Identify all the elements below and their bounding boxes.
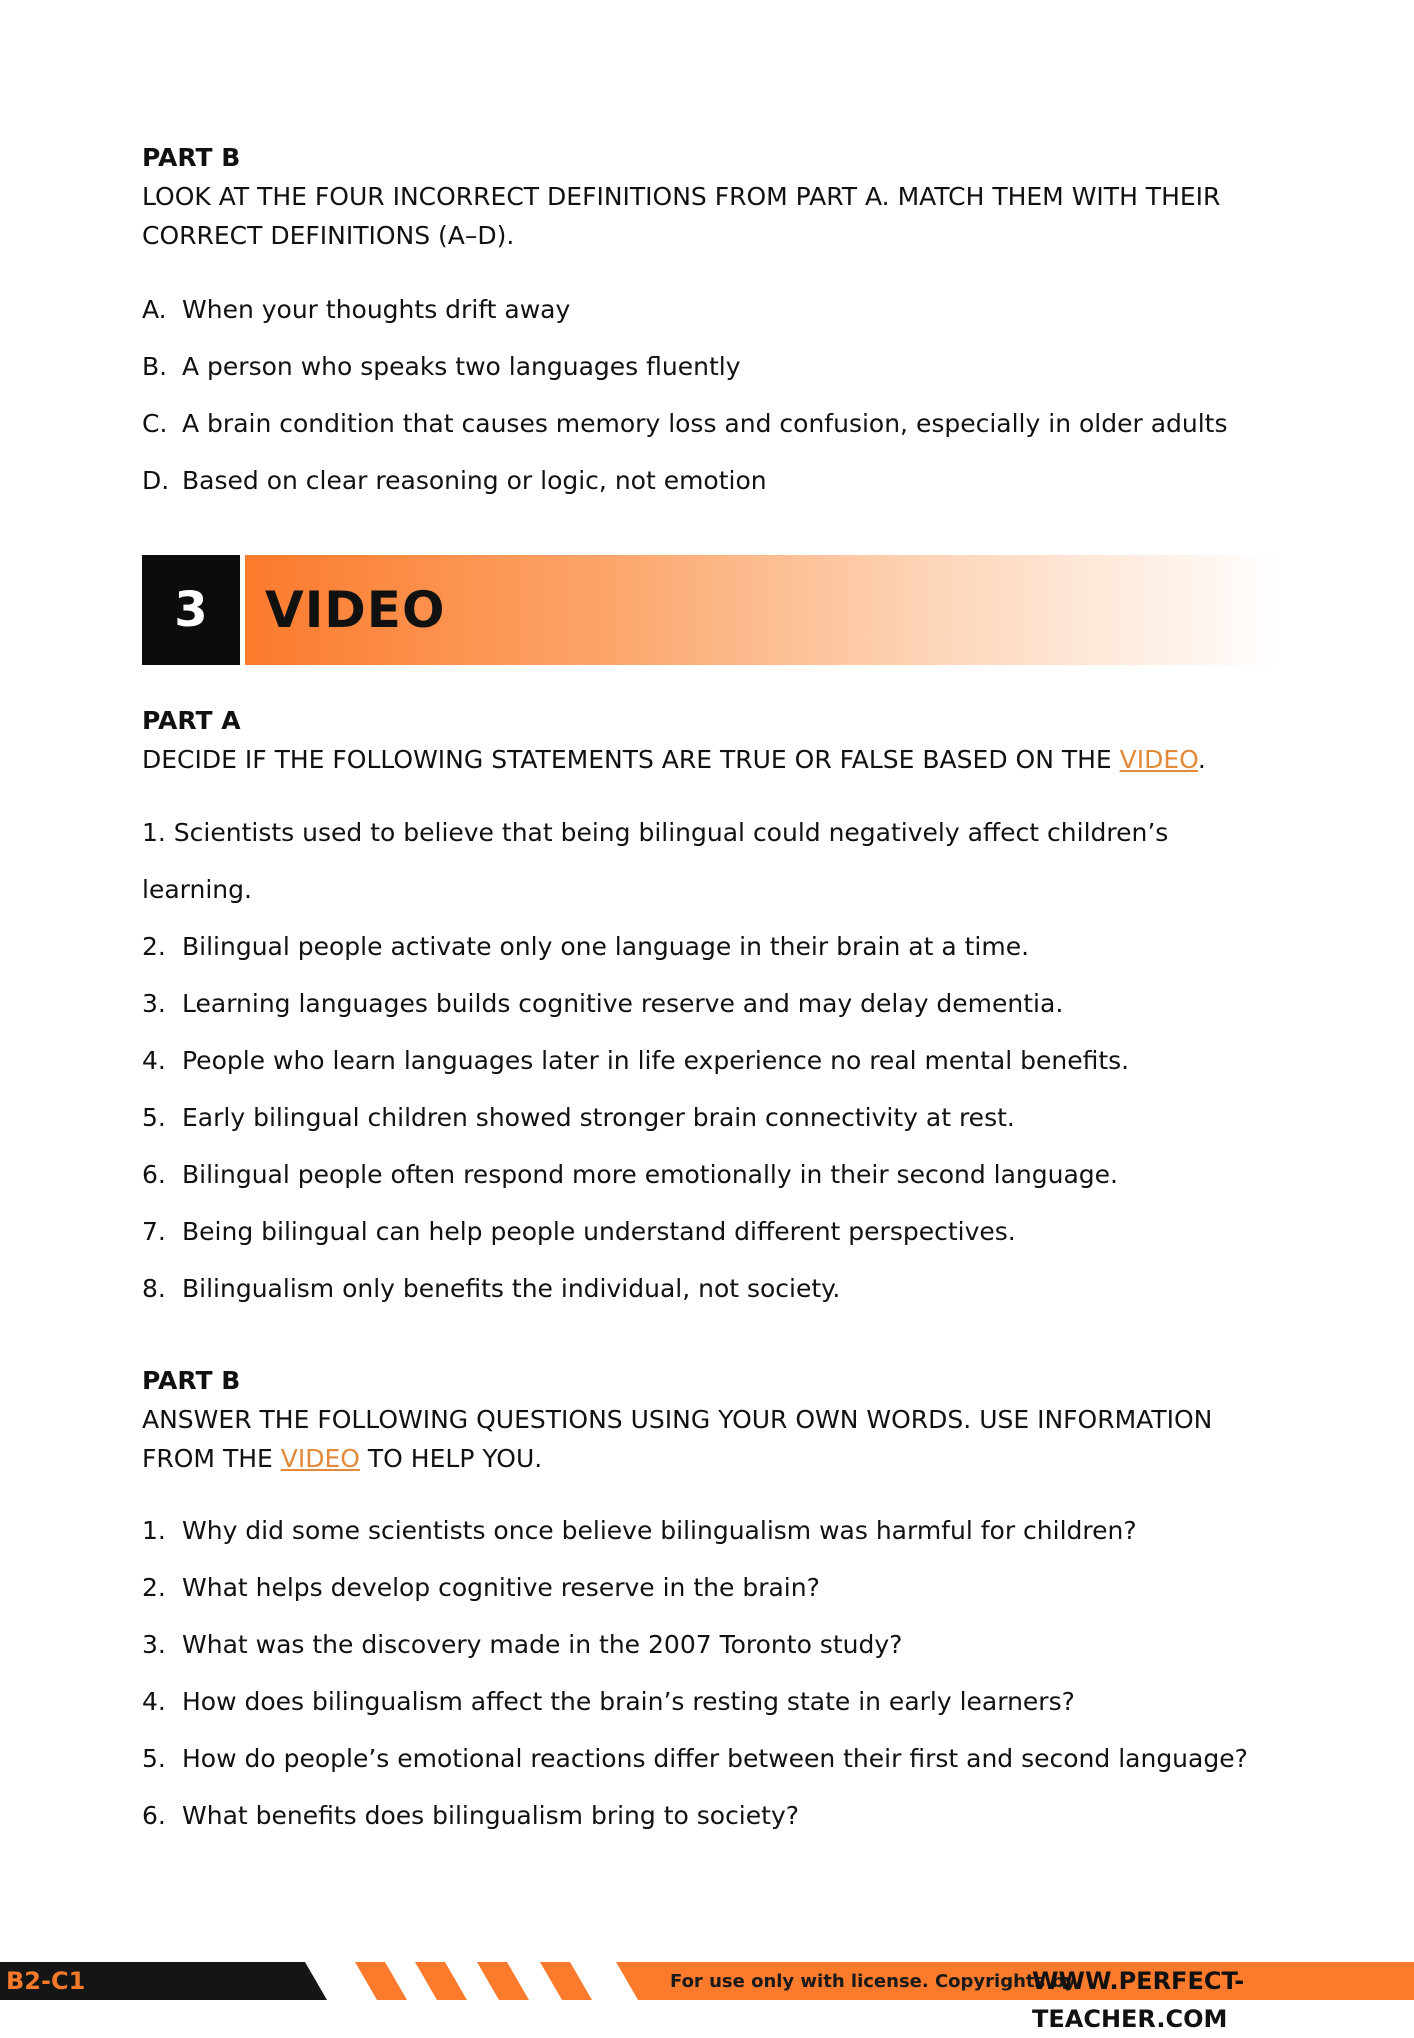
item-text: Bilingualism only benefits the individual, not society. <box>182 1274 841 1303</box>
item-label: D. <box>142 466 170 495</box>
item-text: What benefits does bilingualism bring to society? <box>182 1801 800 1830</box>
footer-license-note: For use only with license. Copyrights by <box>670 1971 1077 1992</box>
list-item <box>142 931 1029 963</box>
list-item <box>142 294 570 326</box>
item-label: C. <box>142 409 168 438</box>
footer <box>0 1962 1414 2033</box>
item-label: 8. <box>142 1274 166 1303</box>
item-text: How do people’s emotional reactions differ between their first and second language? <box>182 1744 1248 1773</box>
item-label: B. <box>142 352 168 381</box>
item-label: 2. <box>142 932 166 961</box>
item-text: Learning languages builds cognitive reserve and may delay dementia. <box>182 989 1064 1018</box>
list-item <box>142 1629 902 1661</box>
item-text: Being bilingual can help people understand different perspectives. <box>182 1217 1016 1246</box>
item-label: A. <box>142 295 167 324</box>
instruction-text: DECIDE IF THE FOLLOWING STATEMENTS ARE TRUE OR FALSE BASED ON THE <box>142 745 1120 774</box>
item-text: Early bilingual children showed stronger brain connectivity at rest. <box>182 1103 1015 1132</box>
section-title-bar <box>245 555 1282 665</box>
list-item <box>142 1045 1129 1077</box>
item-label: 3. <box>142 989 166 1018</box>
item-text: People who learn languages later in life experience no real mental benefits. <box>182 1046 1130 1075</box>
item-label: 6. <box>142 1801 166 1830</box>
part-a-instruction <box>142 740 1282 779</box>
section-number: 3 <box>142 555 240 665</box>
part-b-top-title: PART B <box>142 143 241 172</box>
part-b-instruction-line2 <box>142 1439 1282 1478</box>
list-item <box>142 408 1228 440</box>
footer-website[interactable]: WWW.PERFECT-TEACHER.COM <box>1032 1967 1245 2033</box>
part-b-title: PART B <box>142 1366 241 1395</box>
item-text: Why did some scientists once believe bilingualism was harmful for children? <box>182 1516 1137 1545</box>
list-item <box>142 465 767 497</box>
item-label: 5. <box>142 1103 166 1132</box>
footer-stripe <box>477 1962 529 2000</box>
list-item <box>142 1515 1137 1547</box>
list-item <box>142 988 1063 1020</box>
item-label: 4. <box>142 1687 166 1716</box>
section-header <box>142 555 1282 665</box>
list-item <box>142 1572 820 1604</box>
video-link[interactable]: VIDEO <box>280 1444 360 1473</box>
list-item <box>142 1159 1118 1191</box>
item-text: A brain condition that causes memory loss and confusion, especially in older adults <box>182 409 1228 438</box>
item-label: 1. <box>142 1516 166 1545</box>
video-link[interactable]: VIDEO <box>1119 745 1198 774</box>
item-text: A person who speaks two languages fluently <box>182 352 741 381</box>
item-text: Bilingual people activate only one language in their brain at a time. <box>182 932 1030 961</box>
part-b-top-instruction: LOOK AT THE FOUR INCORRECT DEFINITIONS FROM PART A. MATCH THEM WITH THEIR CORRECT DEFINITIONS (A–D). <box>142 182 1221 250</box>
list-item <box>142 1273 840 1305</box>
list-item-continuation: learning. <box>142 875 252 904</box>
item-text: Based on clear reasoning or logic, not emotion <box>182 466 767 495</box>
list-item <box>142 1216 1016 1248</box>
section-title: VIDEO <box>265 581 446 639</box>
item-text: What was the discovery made in the 2007 Toronto study? <box>182 1630 903 1659</box>
footer-stripe <box>415 1962 467 2000</box>
list-item <box>142 1800 799 1832</box>
list-item <box>142 1102 1015 1134</box>
item-label: 7. <box>142 1217 166 1246</box>
item-text: Bilingual people often respond more emotionally in their second language. <box>182 1160 1118 1189</box>
part-a-title: PART A <box>142 706 241 735</box>
item-label: 4. <box>142 1046 166 1075</box>
item-text: When your thoughts drift away <box>182 295 571 324</box>
instruction-text-end: TO HELP YOU. <box>359 1444 543 1473</box>
item-label: 3. <box>142 1630 166 1659</box>
list-item: 1. Scientists used to believe that being bilingual could negatively affect children’s <box>142 818 1169 847</box>
item-label: 2. <box>142 1573 166 1602</box>
list-item <box>142 1686 1075 1718</box>
instruction-text: FROM THE <box>142 1444 281 1473</box>
footer-stripe <box>540 1962 592 2000</box>
part-b-instruction-line1: ANSWER THE FOLLOWING QUESTIONS USING YOUR OWN WORDS. USE INFORMATION <box>142 1405 1213 1434</box>
level-badge: B2-C1 <box>6 1967 86 1995</box>
instruction-text-end: . <box>1197 745 1206 774</box>
list-item <box>142 351 740 383</box>
item-text: What helps develop cognitive reserve in the brain? <box>182 1573 820 1602</box>
footer-stripe <box>355 1962 407 2000</box>
item-text: How does bilingualism affect the brain’s resting state in early learners? <box>182 1687 1075 1716</box>
list-item <box>142 1743 1248 1775</box>
item-label: 5. <box>142 1744 166 1773</box>
item-label: 6. <box>142 1160 166 1189</box>
